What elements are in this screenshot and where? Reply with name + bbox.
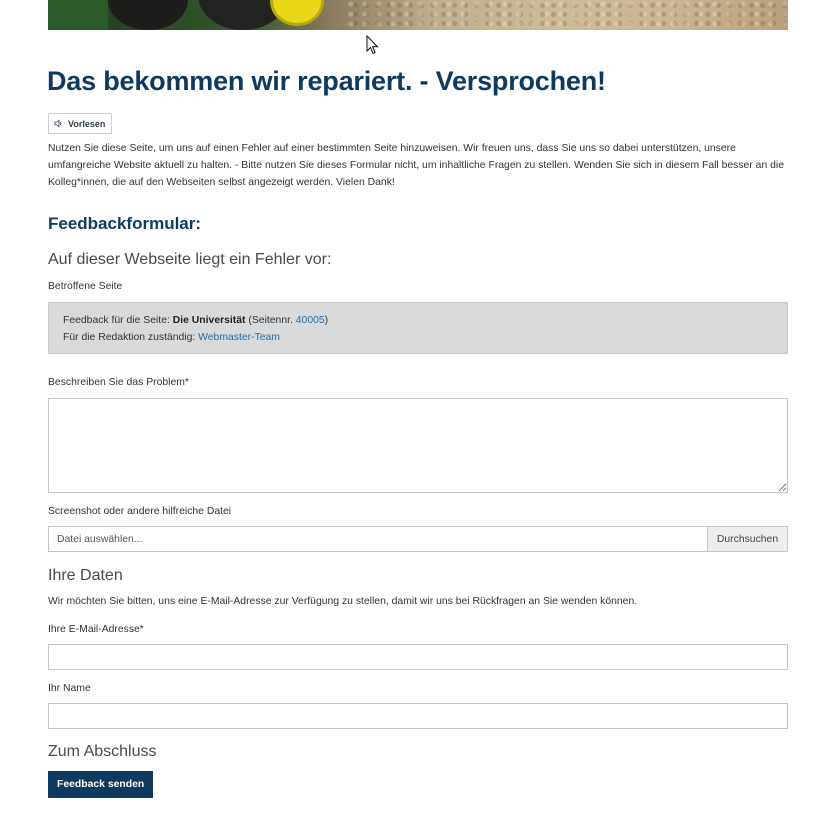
responsible-line: Für die Redaktion zuständig: Webmaster-Team — [63, 332, 280, 343]
mouse-cursor-icon — [366, 35, 380, 55]
intro-text: Nutzen Sie diese Seite, um uns auf einen Fehler auf einer bestimmten Seite hinzuweisen. Wir freuen uns, dass Sie uns so dabei unterstützen, unsere umfangreiche Website aktuell zu halten. - Bitte nutzen Sie dieses Formular nicht, um inhaltliche Fragen zu stellen. Wenden Sie sich in diesem Fall besser an die Kolleg*innen, die auf den Webseiten selbst angezeigt werden. Vielen Dank! — [48, 143, 784, 188]
read-aloud-button[interactable] — [48, 113, 112, 134]
submit-feedback-button[interactable]: Feedback senden — [48, 771, 153, 798]
problem-textarea[interactable] — [48, 398, 788, 493]
page-name: Die Universität — [172, 315, 246, 326]
hero-image — [48, 0, 788, 30]
privacy-text: Wir möchten Sie bitten, uns eine E-Mail-Adresse zur Verfügung zu stellen, damit wir uns bei Rückfragen an Sie wenden können. — [48, 596, 638, 607]
section-error-heading: Auf dieser Webseite liegt ein Fehler vor: — [48, 251, 332, 268]
webmaster-team-link[interactable]: Webmaster-Team — [198, 332, 280, 343]
read-aloud-label: Vorlesen — [68, 118, 106, 129]
section-data-heading: Ihre Daten — [48, 567, 123, 584]
file-label: Screenshot oder andere hilfreiche Datei — [48, 506, 232, 517]
email-label: Ihre E-Mail-Adresse* — [48, 624, 144, 635]
file-upload[interactable] — [48, 526, 788, 552]
problem-label: Beschreiben Sie das Problem* — [48, 377, 189, 388]
affected-page-label: Betroffene Seite — [48, 281, 123, 292]
speaker-icon — [54, 119, 63, 128]
page-number-link[interactable]: 40005 — [295, 315, 325, 326]
affected-page-info — [48, 302, 788, 354]
name-label: Ihr Name — [48, 683, 91, 694]
page-title: Das bekommen wir repariert. - Versprochen! — [47, 66, 606, 96]
form-title: Feedbackformular: — [48, 214, 202, 233]
name-field[interactable] — [48, 703, 788, 729]
feedback-page-line: Feedback für die Seite: Die Universität (Seitennr. 40005) — [63, 315, 329, 326]
file-input[interactable]: Datei auswählen... — [57, 533, 143, 545]
section-finish-heading: Zum Abschluss — [48, 743, 157, 760]
email-field[interactable] — [48, 644, 788, 670]
browse-button[interactable]: Durchsuchen — [707, 527, 787, 551]
